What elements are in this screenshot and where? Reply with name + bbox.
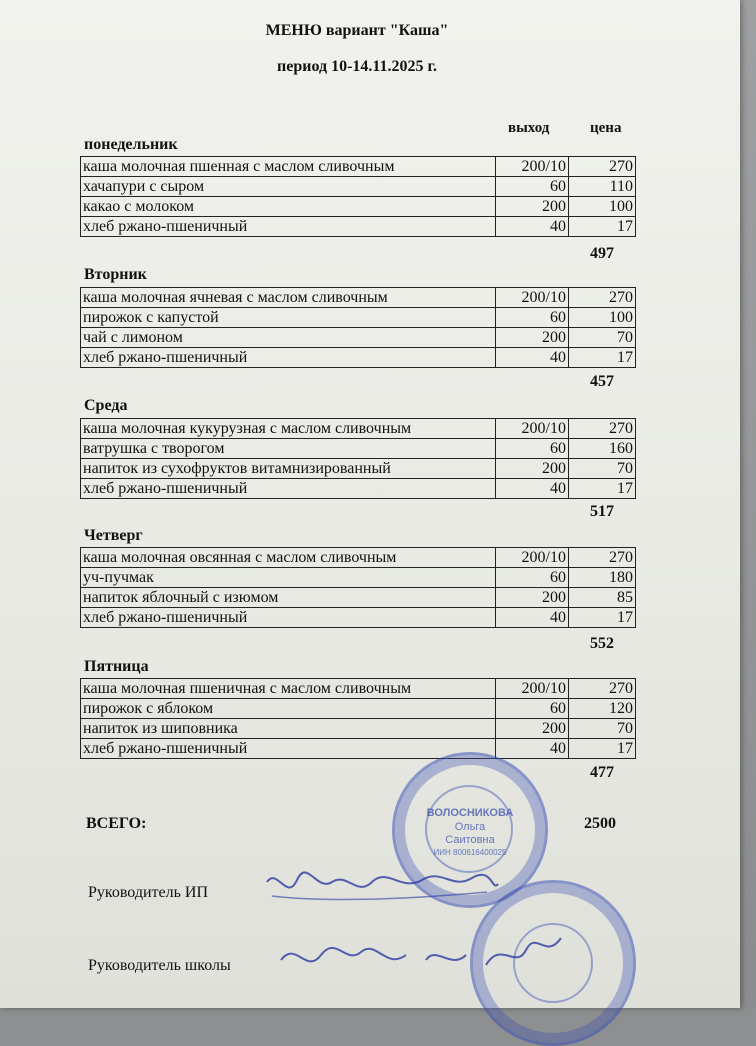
day-total-friday: 477 bbox=[590, 764, 614, 781]
item-name: каша молочная овсянная с маслом сливочным bbox=[81, 548, 496, 568]
item-price: 100 bbox=[569, 308, 636, 328]
stamp-middle-name: Саитовна bbox=[445, 834, 495, 846]
item-price: 270 bbox=[569, 157, 636, 177]
item-price: 17 bbox=[569, 739, 636, 759]
menu-table-wednesday bbox=[80, 418, 636, 499]
item-output: 200 bbox=[496, 459, 569, 479]
menu-table-monday bbox=[80, 156, 636, 237]
item-output: 40 bbox=[496, 348, 569, 368]
item-price: 160 bbox=[569, 439, 636, 459]
item-output: 60 bbox=[496, 568, 569, 588]
item-name: напиток из сухофруктов витамнизированный bbox=[81, 459, 496, 479]
item-name: хлеб ржано-пшеничный bbox=[81, 217, 496, 237]
item-price: 17 bbox=[569, 479, 636, 499]
item-price: 180 bbox=[569, 568, 636, 588]
table-row bbox=[81, 548, 636, 568]
item-name: хлеб ржано-пшеничный bbox=[81, 608, 496, 628]
item-name: пирожок с яблоком bbox=[81, 699, 496, 719]
item-name: каша молочная кукурузная с маслом сливочным bbox=[81, 419, 496, 439]
item-output: 200/10 bbox=[496, 288, 569, 308]
item-output: 200/10 bbox=[496, 157, 569, 177]
item-price: 17 bbox=[569, 608, 636, 628]
school-signature bbox=[276, 930, 566, 982]
menu-table-friday bbox=[80, 678, 636, 759]
item-price: 110 bbox=[569, 177, 636, 197]
item-price: 70 bbox=[569, 719, 636, 739]
day-label-wednesday: Среда bbox=[84, 397, 128, 414]
item-output: 200/10 bbox=[496, 419, 569, 439]
item-output: 40 bbox=[496, 608, 569, 628]
table-row bbox=[81, 157, 636, 177]
table-row bbox=[81, 419, 636, 439]
table-row bbox=[81, 608, 636, 628]
item-price: 100 bbox=[569, 197, 636, 217]
item-price: 270 bbox=[569, 679, 636, 699]
day-label-friday: Пятница bbox=[84, 658, 149, 675]
item-output: 200 bbox=[496, 719, 569, 739]
item-name: напиток из шиповника bbox=[81, 719, 496, 739]
item-name: хачапури с сыром bbox=[81, 177, 496, 197]
item-output: 40 bbox=[496, 739, 569, 759]
day-total-thursday: 552 bbox=[590, 635, 614, 652]
item-output: 60 bbox=[496, 177, 569, 197]
table-row bbox=[81, 459, 636, 479]
table-row bbox=[81, 217, 636, 237]
table-row bbox=[81, 328, 636, 348]
item-price: 17 bbox=[569, 217, 636, 237]
menu-table-thursday bbox=[80, 547, 636, 628]
table-row bbox=[81, 479, 636, 499]
item-price: 270 bbox=[569, 419, 636, 439]
table-row bbox=[81, 177, 636, 197]
table-row bbox=[81, 308, 636, 328]
item-name: хлеб ржано-пшеничный bbox=[81, 739, 496, 759]
item-output: 60 bbox=[496, 308, 569, 328]
item-name: каша молочная пшенная с маслом сливочным bbox=[81, 157, 496, 177]
item-output: 200 bbox=[496, 197, 569, 217]
day-label-thursday: Четверг bbox=[84, 527, 143, 544]
table-row bbox=[81, 348, 636, 368]
table-row bbox=[81, 739, 636, 759]
item-name: чай с лимоном bbox=[81, 328, 496, 348]
grand-total-value: 2500 bbox=[584, 815, 616, 832]
item-name: каша молочная пшеничная с маслом сливочным bbox=[81, 679, 496, 699]
column-header-output: выход bbox=[508, 120, 550, 136]
item-name: хлеб ржано-пшеничный bbox=[81, 348, 496, 368]
menu-table-tuesday bbox=[80, 287, 636, 368]
table-row bbox=[81, 568, 636, 588]
item-price: 70 bbox=[569, 459, 636, 479]
table-row bbox=[81, 719, 636, 739]
item-price: 270 bbox=[569, 288, 636, 308]
day-total-monday: 497 bbox=[590, 245, 614, 262]
item-name: уч-пучмак bbox=[81, 568, 496, 588]
table-row bbox=[81, 197, 636, 217]
page-title: МЕНЮ вариант "Каша" bbox=[265, 22, 449, 39]
item-name: хлеб ржано-пшеничный bbox=[81, 479, 496, 499]
item-output: 200/10 bbox=[496, 679, 569, 699]
item-output: 60 bbox=[496, 439, 569, 459]
item-output: 200 bbox=[496, 588, 569, 608]
item-price: 120 bbox=[569, 699, 636, 719]
item-output: 40 bbox=[496, 217, 569, 237]
manager-signature bbox=[262, 862, 502, 910]
item-output: 60 bbox=[496, 699, 569, 719]
item-output: 200 bbox=[496, 328, 569, 348]
day-label-monday: понедельник bbox=[84, 136, 178, 153]
table-row bbox=[81, 679, 636, 699]
manager-signature-label: Руководитель ИП bbox=[88, 884, 209, 901]
table-row bbox=[81, 588, 636, 608]
column-header-price: цена bbox=[590, 120, 622, 136]
school-signature-label: Руководитель школы bbox=[88, 957, 231, 974]
stamp-iin: ИИН 800616400025 bbox=[433, 848, 507, 857]
item-name: напиток яблочный с изюмом bbox=[81, 588, 496, 608]
table-row bbox=[81, 288, 636, 308]
stamp-name: ВОЛОСНИКОВА bbox=[426, 807, 514, 819]
item-output: 200/10 bbox=[496, 548, 569, 568]
day-total-wednesday: 517 bbox=[590, 503, 614, 520]
day-total-tuesday: 457 bbox=[590, 373, 614, 390]
item-price: 70 bbox=[569, 328, 636, 348]
item-name: пирожок с капустой bbox=[81, 308, 496, 328]
item-price: 17 bbox=[569, 348, 636, 368]
item-name: каша молочная ячневая с маслом сливочным bbox=[81, 288, 496, 308]
item-name: ватрушка с творогом bbox=[81, 439, 496, 459]
stamp-first-name: Ольга bbox=[454, 821, 486, 833]
grand-total-label: ВСЕГО: bbox=[86, 815, 147, 832]
item-price: 270 bbox=[569, 548, 636, 568]
table-row bbox=[81, 699, 636, 719]
table-row bbox=[81, 439, 636, 459]
item-name: какао с молоком bbox=[81, 197, 496, 217]
item-output: 40 bbox=[496, 479, 569, 499]
day-label-tuesday: Вторник bbox=[84, 266, 147, 283]
item-price: 85 bbox=[569, 588, 636, 608]
period-subtitle: период 10-14.11.2025 г. bbox=[277, 58, 437, 75]
